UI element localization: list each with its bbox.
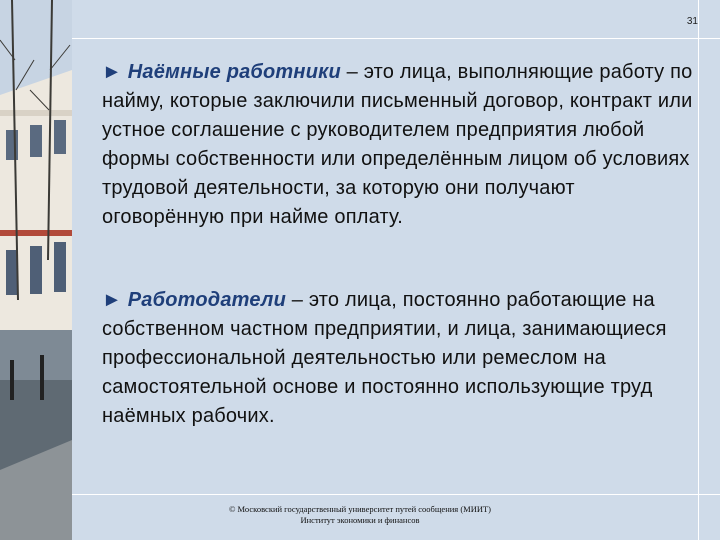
definition-employees (102, 58, 702, 232)
definition-text: – это лица, выполняющие работу по найму, которые заключили письменный договор, контракт или устное соглашение с руководителем предприятия любой формы собственности или определённым лицом об условиях трудовой деятельности, за которую они получают оговорённую при найме оплату. (102, 61, 693, 228)
footer-institute: Институт экономики и финансов (300, 515, 420, 525)
bullet-marker: ► (102, 61, 122, 83)
footer-university: © Московский государственный университет путей сообщения (МИИТ) (228, 504, 492, 514)
header-divider (72, 38, 720, 39)
definition-text: – это лица, постоянно работающие на собственном частном предприятии, и лица, занимающиеся профессиональной деятельностью или ремеслом на самостоятельной основе и постоянно использующие труд наёмных рабочих. (102, 289, 667, 427)
term-employers: Работодатели (127, 289, 286, 311)
footer (72, 504, 648, 526)
footer-divider (72, 494, 720, 495)
page-number: 31 (686, 16, 698, 27)
definition-employers (102, 286, 702, 431)
building-photo (0, 0, 72, 540)
bullet-marker: ► (102, 289, 122, 311)
term-employees: Наёмные работники (127, 61, 341, 83)
slide-panel (72, 0, 720, 540)
